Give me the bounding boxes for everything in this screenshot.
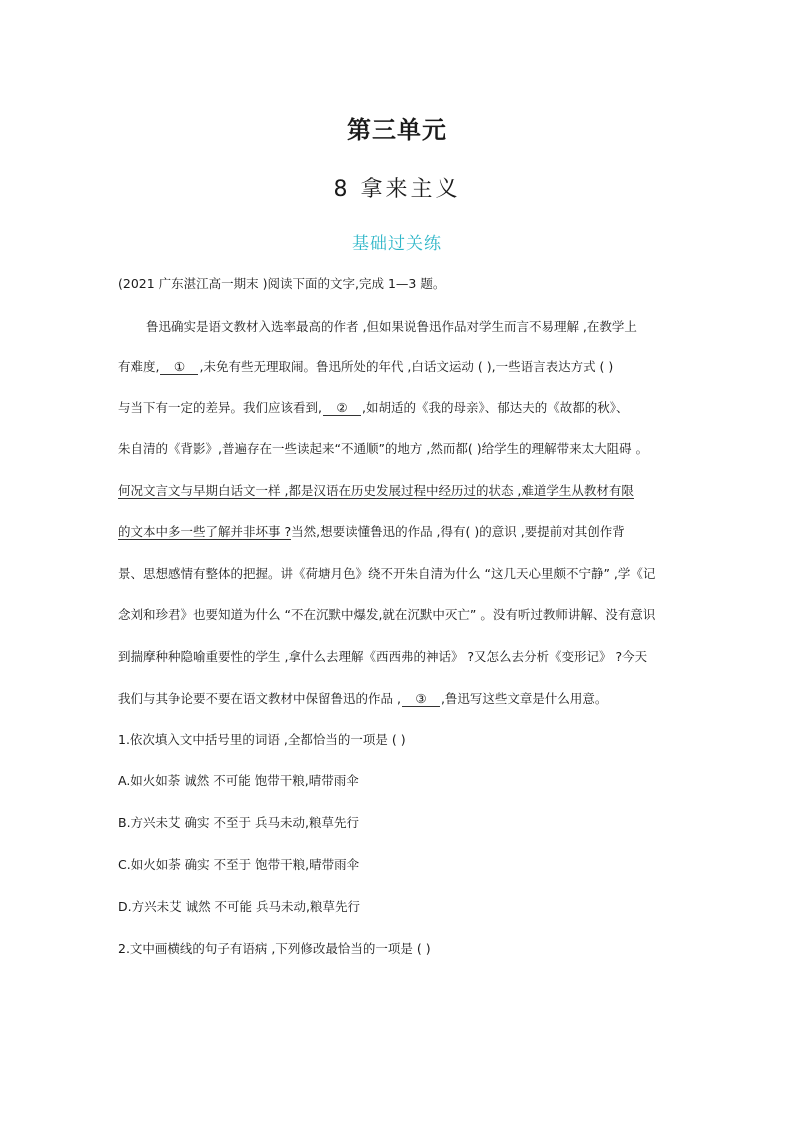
question-2: 2.文中画横线的句子有语病 ,下列修改最恰当的一项是 ( ): [118, 941, 431, 956]
question-1-option-d: D.方兴未艾 诚然 不可能 兵马未动,粮草先行: [118, 899, 360, 914]
blank-1: ①: [160, 359, 198, 375]
underlined-sentence: 的文本中多一些了解并非坏事 ?: [118, 524, 292, 539]
question-1: 1.依次填入文中括号里的词语 ,全都恰当的一项是 ( ): [118, 732, 406, 747]
unit-title: 第三单元: [347, 116, 447, 144]
passage-text: 当然,想要读懂鲁迅的作品 ,得有( )的意识 ,要提前对其创作背: [291, 524, 625, 539]
lesson-title: 8 拿来主义: [333, 177, 461, 202]
passage-line-7: 景、思想感情有整体的把握。讲《荷塘月色》绕不开朱自清为什么 “这几天心里颇不宁静” ,学《记: [118, 566, 656, 581]
blank-3: ③: [402, 691, 440, 707]
section-title: 基础过关练: [352, 234, 442, 254]
passage-line-4: 朱自清的《背影》,普遍存在一些读起来“不通顺”的地方 ,然而都( )给学生的理解带来太大阻碍 。: [118, 441, 649, 456]
question-1-option-b: B.方兴未艾 确实 不至于 兵马未动,粮草先行: [118, 815, 359, 830]
underlined-sentence: 何况文言文与早期白话文一样 ,都是汉语在历史发展过程中经历过的状态 ,难道学生从教材有限: [118, 483, 634, 498]
passage-text: 与当下有一定的差异。我们应该看到,: [118, 400, 322, 415]
passage-text: ,如胡适的《我的母亲》、郁达夫的《故都的秋》、: [361, 400, 629, 415]
passage-line-1: 鲁迅确实是语文教材入选率最高的作者 ,但如果说鲁迅作品对学生而言不易理解 ,在教学上: [146, 319, 637, 334]
question-1-option-a: A.如火如荼 诚然 不可能 饱带干粮,晴带雨伞: [118, 773, 359, 788]
passage-text: ,鲁迅写这些文章是什么用意。: [440, 691, 608, 706]
passage-line-8: 念刘和珍君》也要知道为什么 “不在沉默中爆发,就在沉默中灭亡” 。没有听过教师讲解、没有意识: [118, 607, 656, 622]
source-note: (2021 广东湛江高一期末 )阅读下面的文字,完成 1—3 题。: [118, 276, 446, 291]
passage-line-9: 到揣摩种种隐喻重要性的学生 ,拿什么去理解《西西弗的神话》 ?又怎么去分析《变形记》 ?今天: [118, 649, 648, 664]
passage-line-3: [118, 399, 628, 417]
passage-line-10: [118, 690, 607, 708]
passage-text: 有难度,: [118, 359, 160, 374]
passage-text: ,未免有些无理取闹。鲁迅所处的年代 ,白话文运动 ( ),一些语言表达方式 ( ): [199, 359, 614, 374]
question-1-option-c: C.如火如荼 确实 不至于 饱带干粮,晴带雨伞: [118, 857, 360, 872]
blank-2: ②: [323, 400, 361, 416]
passage-line-2: [118, 358, 613, 376]
passage-text: 我们与其争论要不要在语文教材中保留鲁迅的作品 ,: [118, 691, 401, 706]
passage-line-5: [118, 482, 634, 500]
passage-line-6: [118, 523, 625, 541]
